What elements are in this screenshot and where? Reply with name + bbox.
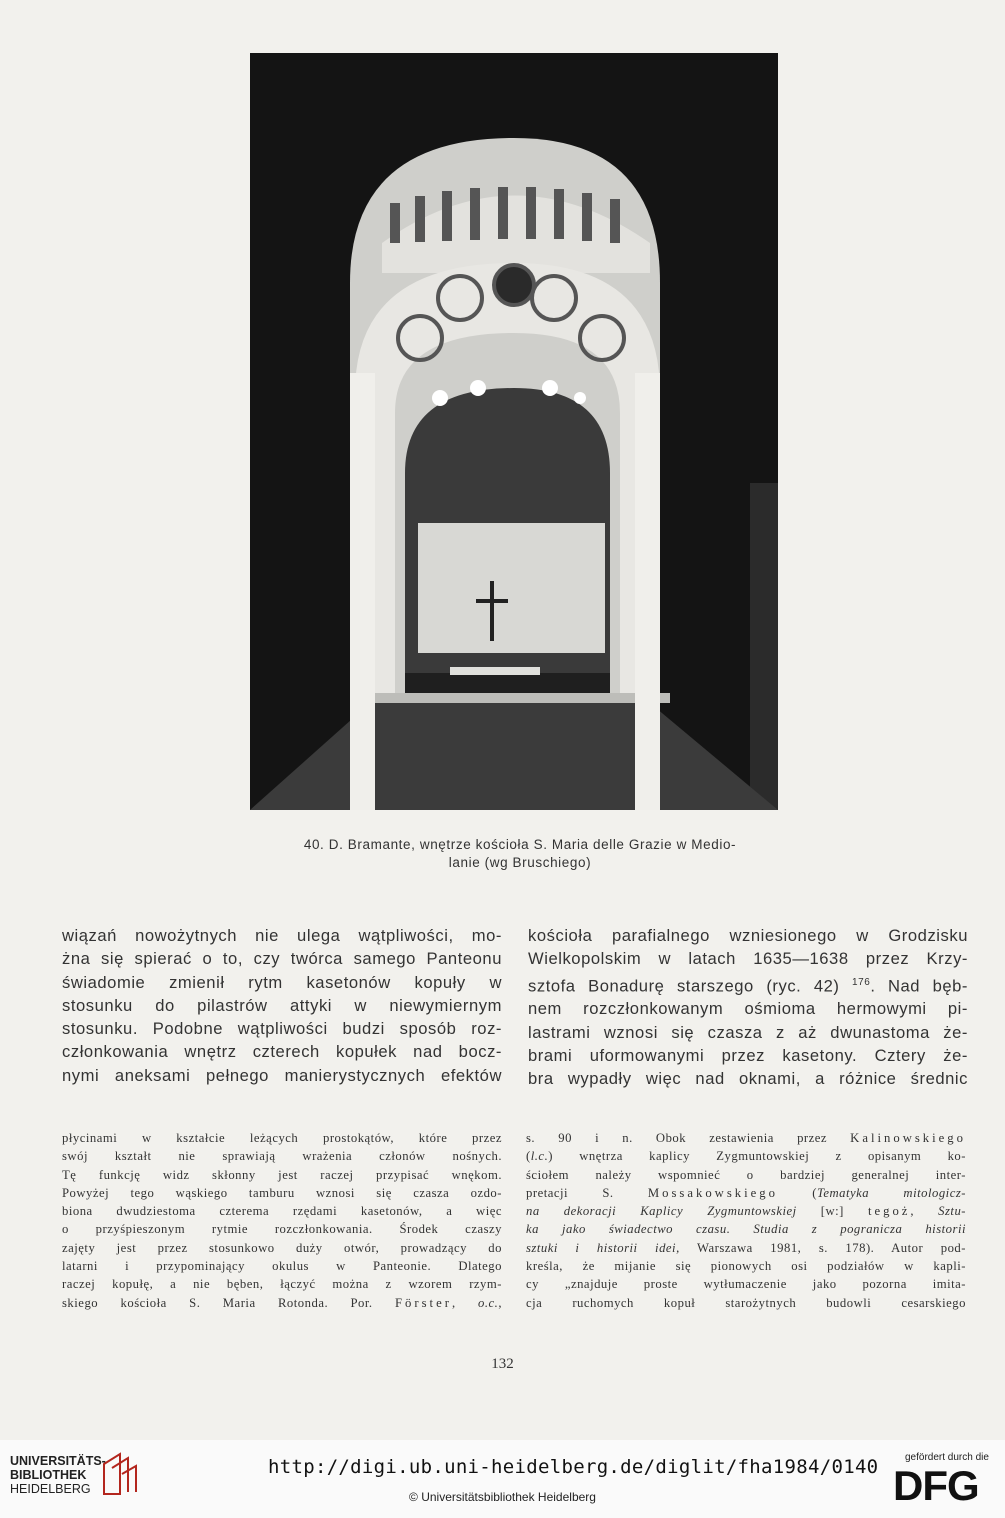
body-line: brami uformowanymi przez kasetony. Cztery że-: [528, 1046, 968, 1066]
footnote-line: [526, 1220, 966, 1238]
footnote-line: kreśla, że mijanie się pionowych osi podziałów w kapli-: [526, 1259, 966, 1274]
body-line: kościoła parafialnego wzniesionego w Grodzisku: [528, 926, 968, 945]
body-line: nymi aneksami pełnego manierystycznych efektów: [62, 1065, 502, 1085]
footnote-text: pretacji S.: [526, 1185, 648, 1200]
body-line: stosunku do pilastrów attyki w niewymiernym: [62, 995, 502, 1015]
caption-line-1: 40. D. Bramante, wnętrze kościoła S. Maria delle Grazie w Medio-: [303, 837, 737, 852]
footnote-line: biona dwudziestoma czterema rzędami kasetonów, a więc: [62, 1204, 502, 1219]
body-text-left-column: [62, 924, 502, 1087]
footnote-line: cy „znajduje proste wytłumaczenie jako pozorna imita-: [526, 1277, 966, 1292]
footnote-text: ,: [910, 1204, 939, 1219]
footnote-left-column: [62, 1129, 502, 1312]
footnote-line: [526, 1184, 966, 1202]
copyright-notice: © Universitätsbibliothek Heidelberg: [409, 1490, 596, 1504]
body-line: członkowania wnętrz czterech kopułek nad bocz-: [62, 1042, 502, 1062]
digitization-footer: [0, 1440, 1005, 1518]
footnote-line: płycinami w kształcie leżących prostokątów, które przez: [62, 1131, 502, 1145]
footnote-text: ,: [451, 1295, 478, 1310]
title-text: ka jako świadectwo czasu. Studia z pogranicza historii: [526, 1222, 966, 1237]
body-text: . Nad bęb-: [870, 976, 968, 996]
footnote-text: ,: [498, 1295, 502, 1310]
title-text: sztuki i historii idei,: [526, 1240, 680, 1255]
title-text: Tematyka mitologicz-: [816, 1185, 966, 1200]
body-line: lastrami wznosi się czasza z aż dwunastoma że-: [528, 1022, 968, 1042]
church-interior-photo: [250, 53, 778, 810]
page-number: 132: [491, 1356, 514, 1372]
author-name: tegoż: [867, 1204, 911, 1219]
library-line-2: BIBLIOTHEK: [10, 1468, 87, 1482]
footnote-reference: 176: [851, 976, 871, 988]
permalink[interactable]: http://digi.ub.uni-heidelberg.de/diglit/fha1984/0140: [268, 1456, 879, 1478]
funding-note: gefördert durch die: [905, 1452, 989, 1463]
figure-caption: [230, 836, 810, 872]
footnote-line: raczej kopułę, a nie bęben, łączyć można z wzorem rzym-: [62, 1277, 502, 1292]
footnote-line: Powyżej tego wąskiego tamburu wznosi się czasza ozdo-: [62, 1185, 502, 1200]
body-line: Wielkopolskim w latach 1635—1638 przez Krzy-: [528, 949, 968, 969]
body-line: [528, 971, 968, 998]
footnote-line: [526, 1147, 966, 1165]
author-name: Kalinowskiego: [850, 1131, 966, 1145]
footnote-text: [w:]: [796, 1204, 868, 1219]
footnote-text: (: [526, 1149, 531, 1164]
body-text-right-column: [528, 924, 968, 1091]
footnote-line: swój kształt nie sprawiają wrażenia członów nośnych.: [62, 1149, 502, 1164]
footnote-line: zajęty jest przez stosunkowo duży otwór, prowadzący do: [62, 1240, 502, 1255]
footnote-text: s. 90 i n. Obok zestawienia przez: [526, 1131, 851, 1145]
library-line-1: UNIVERSITÄTS-: [10, 1454, 106, 1468]
citation-abbrev: o.c.: [478, 1295, 499, 1310]
body-line: żna się spierać o to, czy twórca samego Panteonu: [62, 949, 502, 969]
dfg-logo: DFG: [893, 1462, 979, 1509]
footnote-line: [526, 1202, 966, 1220]
body-line: wiązań nowożytnych nie ulega wątpliwości, mo-: [62, 926, 502, 945]
footnote-line: [62, 1294, 502, 1312]
footnote-line: cja ruchomych kopuł starożytnych budowli cesarskiego: [526, 1295, 966, 1310]
title-text: Sztu-: [938, 1204, 967, 1219]
footnote-line: [526, 1129, 966, 1147]
body-text: sztofa Bonadurę starszego (ryc. 42): [528, 976, 852, 996]
footnote-line: o przyśpieszonym rytmie rozczłonkowania. Środek czaszy: [62, 1222, 502, 1237]
footnote-line: ściołem należy wspomnieć o bardziej generalnej inter-: [526, 1167, 966, 1182]
footnote-line: Tę funkcję widz skłonny jest raczej przypisać wnękom.: [62, 1167, 502, 1182]
footnote-text: Warszawa 1981, s. 178). Autor pod-: [679, 1240, 966, 1255]
title-text: na dekoracji Kaplicy Zygmuntowskiej: [526, 1204, 797, 1219]
author-name: Förster: [394, 1295, 452, 1310]
author-name: Mossakowskiego: [647, 1185, 778, 1200]
footnote-text: skiego kościoła S. Maria Rotonda. Por.: [62, 1295, 395, 1310]
body-line: stosunku. Podobne wątpliwości budzi sposób roz-: [62, 1019, 502, 1039]
footnote-line: [526, 1239, 966, 1257]
caption-line-2: lanie (wg Bruschiego): [448, 855, 592, 870]
footnote-right-column: [526, 1129, 966, 1312]
footnote-text: (: [777, 1185, 817, 1200]
footnote-line: latarni i przypominający okulus w Panteonie. Dlatego: [62, 1259, 502, 1274]
footnote-text: ) wnętrza kaplicy Zygmuntowskiej z opisanym ko-: [548, 1149, 966, 1164]
library-line-3: HEIDELBERG: [10, 1482, 91, 1496]
body-line: bra wypadły więc nad oknami, a różnice średnic: [528, 1069, 968, 1089]
body-line: świadomie zmienił rytm kasetonów kopuły w: [62, 972, 502, 992]
body-line: nem rozczłonkowanym ośmioma hermowymi pi-: [528, 999, 968, 1019]
citation-abbrev: l.c.: [530, 1149, 549, 1164]
